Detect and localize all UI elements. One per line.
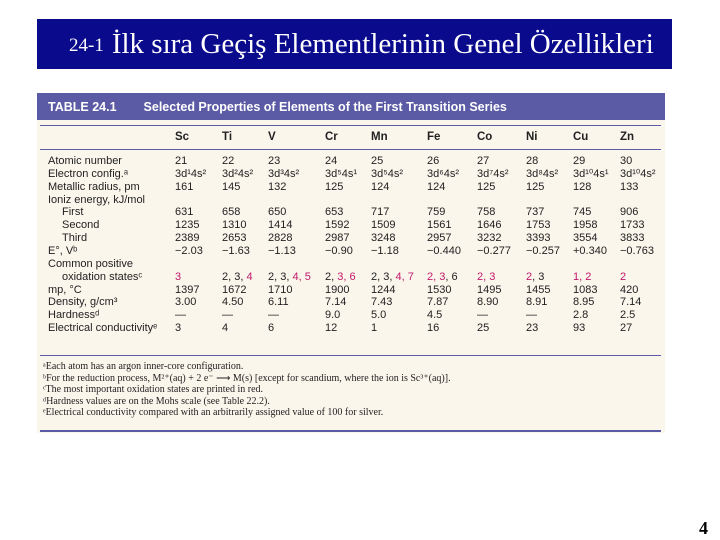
table-cell: 758 bbox=[477, 206, 496, 219]
oxidation-state-cell: 1, 2 bbox=[573, 270, 592, 283]
table-cell: 132 bbox=[268, 180, 287, 193]
table-cell: 29 bbox=[573, 155, 586, 167]
table-cell: 22 bbox=[222, 155, 235, 167]
table-cell: 7.14 bbox=[325, 296, 347, 309]
oxidation-state-cell: 2, 3 bbox=[526, 270, 545, 283]
oxidation-state-cell: 2, 3, 6 bbox=[325, 270, 356, 283]
table-cell: 23 bbox=[526, 322, 539, 335]
table-cell: 3d¹⁰4s² bbox=[620, 167, 656, 180]
table-row bbox=[37, 168, 665, 180]
table-cell: 3d²4s² bbox=[222, 167, 254, 180]
table-cell: 420 bbox=[620, 283, 639, 296]
table-cell: 745 bbox=[573, 206, 592, 219]
table-cell: +0.340 bbox=[573, 244, 607, 257]
table-cell: 8.91 bbox=[526, 296, 548, 309]
table-cell: 6.11 bbox=[268, 296, 289, 309]
oxidation-state-cell: 2, 3, 4, 5 bbox=[268, 270, 311, 283]
table-cell: 161 bbox=[175, 180, 194, 193]
table-cell: 1235 bbox=[175, 219, 200, 232]
row-label: Common positive bbox=[48, 257, 133, 270]
table-cell: 125 bbox=[526, 180, 545, 193]
table-cell: 3d⁸4s² bbox=[526, 167, 559, 180]
column-header-ni: Ni bbox=[526, 131, 538, 143]
table-cell: 2.8 bbox=[573, 309, 589, 322]
table-cell: 3d³4s² bbox=[268, 167, 300, 180]
table-cell: 2389 bbox=[175, 232, 200, 245]
table-cell: 1672 bbox=[222, 283, 247, 296]
column-header-sc: Sc bbox=[175, 131, 190, 143]
table-cell: 3d⁷4s² bbox=[477, 167, 509, 180]
table-cell: 24 bbox=[325, 155, 338, 167]
table-cell: 2828 bbox=[268, 232, 293, 245]
table-cell: 650 bbox=[268, 206, 287, 219]
column-header-ti: Ti bbox=[222, 131, 233, 143]
table-cell: 1397 bbox=[175, 283, 200, 296]
table-row bbox=[37, 296, 665, 308]
oxidation-state-cell: 2 bbox=[620, 270, 627, 283]
table-cell: 26 bbox=[427, 155, 440, 167]
table-cell: — bbox=[268, 309, 279, 322]
column-header-zn: Zn bbox=[620, 131, 635, 143]
column-header-v: V bbox=[268, 131, 276, 143]
table-rule-top bbox=[40, 125, 661, 126]
table-cell: −1.18 bbox=[371, 244, 399, 257]
table-row bbox=[37, 245, 665, 257]
table-cell: −2.03 bbox=[175, 244, 203, 257]
table-cell: −1.63 bbox=[222, 244, 250, 257]
table-cell: 1310 bbox=[222, 219, 247, 232]
table-cell: 133 bbox=[620, 180, 639, 193]
table-cell: 1900 bbox=[325, 283, 350, 296]
table-cell: 93 bbox=[573, 322, 586, 335]
table-cell: 737 bbox=[526, 206, 545, 219]
table-row bbox=[37, 219, 665, 231]
table-cell: 3833 bbox=[620, 232, 645, 245]
table-cell: 124 bbox=[371, 180, 390, 193]
table-rule-end bbox=[40, 430, 661, 432]
table-cell: 25 bbox=[477, 322, 490, 335]
row-label: Second bbox=[62, 219, 100, 232]
row-label: Electron config.ᵃ bbox=[48, 167, 128, 180]
table-cell: 4.5 bbox=[427, 309, 443, 322]
table-cell: 631 bbox=[175, 206, 194, 219]
table-cell: 1561 bbox=[427, 219, 452, 232]
table-cell: 717 bbox=[371, 206, 390, 219]
table-cell: 1 bbox=[371, 322, 378, 335]
table-cell: 1592 bbox=[325, 219, 350, 232]
table-cell: 23 bbox=[268, 155, 281, 167]
table-cell: 1958 bbox=[573, 219, 598, 232]
column-header-cr: Cr bbox=[325, 131, 338, 143]
table-cell: 653 bbox=[325, 206, 344, 219]
table-cell: 1455 bbox=[526, 283, 551, 296]
table-cell: 128 bbox=[573, 180, 592, 193]
footnote: ᵃEach atom has an argon inner-core configuration. bbox=[43, 361, 244, 372]
table-cell: 7.87 bbox=[427, 296, 449, 309]
table-cell: 30 bbox=[620, 155, 633, 167]
table-cell: 1646 bbox=[477, 219, 502, 232]
table-cell: 1710 bbox=[268, 283, 293, 296]
table-cell: 4 bbox=[222, 322, 229, 335]
table-cell: 759 bbox=[427, 206, 446, 219]
table-cell: 145 bbox=[222, 180, 241, 193]
table-cell: 3554 bbox=[573, 232, 598, 245]
table-cell: 4.50 bbox=[222, 296, 244, 309]
table-row bbox=[37, 284, 665, 296]
column-header-co: Co bbox=[477, 131, 493, 143]
table-cell: 28 bbox=[526, 155, 539, 167]
table-cell: 3d⁵4s² bbox=[371, 167, 404, 180]
table-row bbox=[37, 232, 665, 244]
table-cell: 2957 bbox=[427, 232, 452, 245]
table-cell: 2653 bbox=[222, 232, 247, 245]
slide-title: İlk sıra Geçiş Elementlerinin Genel Özellikleri bbox=[111, 27, 654, 60]
table-cell: 3 bbox=[175, 322, 182, 335]
footnote: ᵉElectrical conductivity compared with an arbitrarily assigned value of 100 for silver. bbox=[43, 407, 384, 418]
table-row bbox=[37, 206, 665, 218]
table-cell: — bbox=[222, 309, 233, 322]
table-row bbox=[37, 258, 665, 270]
table-cell: −0.440 bbox=[427, 244, 461, 257]
row-label: mp, °C bbox=[48, 283, 82, 296]
footnote: ᶜThe most important oxidation states are printed in red. bbox=[43, 384, 264, 395]
table-row bbox=[37, 155, 665, 167]
table-cell: — bbox=[175, 309, 186, 322]
table-cell: 21 bbox=[175, 155, 188, 167]
row-label: Atomic number bbox=[48, 155, 122, 167]
table-cell: 8.90 bbox=[477, 296, 499, 309]
row-label: First bbox=[62, 206, 84, 219]
table-cell: 1495 bbox=[477, 283, 502, 296]
table-cell: 125 bbox=[477, 180, 496, 193]
table-row bbox=[37, 194, 665, 206]
row-label: oxidation statesᶜ bbox=[62, 270, 143, 283]
table-row bbox=[37, 309, 665, 321]
table-cell: 1244 bbox=[371, 283, 396, 296]
table-row bbox=[37, 181, 665, 193]
table-cell: 1530 bbox=[427, 283, 452, 296]
table-cell: 2.5 bbox=[620, 309, 636, 322]
table-cell: 1753 bbox=[526, 219, 551, 232]
oxidation-state-cell: 2, 3 bbox=[477, 270, 496, 283]
table-footnotes bbox=[43, 361, 451, 419]
row-label: Density, g/cm³ bbox=[48, 296, 118, 309]
table-number: TABLE 24.1 bbox=[48, 99, 117, 114]
slide-title-number: 24-1 bbox=[69, 35, 104, 56]
table-cell: 658 bbox=[222, 206, 241, 219]
table-cell: 3393 bbox=[526, 232, 551, 245]
table-cell: 7.14 bbox=[620, 296, 642, 309]
table-caption-bar bbox=[37, 93, 665, 120]
row-label: Ioniz energy, kJ/mol bbox=[48, 193, 146, 206]
column-header-mn: Mn bbox=[371, 131, 388, 143]
table-cell: 1509 bbox=[371, 219, 396, 232]
row-label: Third bbox=[62, 232, 88, 245]
table-row bbox=[37, 271, 665, 283]
table-cell: 125 bbox=[325, 180, 344, 193]
table-cell: 1083 bbox=[573, 283, 598, 296]
table-cell: −0.277 bbox=[477, 244, 511, 257]
table-cell: 6 bbox=[268, 322, 275, 335]
column-header-fe: Fe bbox=[427, 131, 441, 143]
table-cell: 124 bbox=[427, 180, 446, 193]
oxidation-state-cell: 2, 3, 6 bbox=[427, 270, 458, 283]
table-cell: −0.763 bbox=[620, 244, 654, 257]
table-cell: 16 bbox=[427, 322, 440, 335]
properties-table bbox=[37, 93, 665, 433]
table-cell: 7.43 bbox=[371, 296, 393, 309]
row-label: Hardnessᵈ bbox=[48, 309, 100, 322]
table-cell: 2987 bbox=[325, 232, 350, 245]
oxidation-state-cell: 2, 3, 4 bbox=[222, 270, 253, 283]
table-cell: 906 bbox=[620, 206, 639, 219]
table-cell: 3d⁵4s¹ bbox=[325, 167, 358, 180]
table-cell: 25 bbox=[371, 155, 384, 167]
table-cell: 5.0 bbox=[371, 309, 387, 322]
column-header-row bbox=[37, 131, 665, 145]
table-cell: — bbox=[477, 309, 488, 322]
table-cell: — bbox=[526, 309, 537, 322]
table-cell: 3d¹4s² bbox=[175, 167, 207, 180]
table-caption: Selected Properties of Elements of the First Transition Series bbox=[143, 99, 507, 114]
slide-title-bar bbox=[37, 19, 672, 69]
table-cell: 3d⁶4s² bbox=[427, 167, 460, 180]
page-number: 4 bbox=[699, 518, 708, 538]
table-rule-bottom bbox=[40, 355, 661, 356]
footnote: ᵈHardness values are on the Mohs scale (see Table 22.2). bbox=[43, 395, 270, 407]
row-label: E°, Vᵇ bbox=[48, 244, 78, 257]
table-cell: 3d¹⁰4s¹ bbox=[573, 167, 609, 180]
table-cell: −0.90 bbox=[325, 244, 353, 257]
table-cell: 27 bbox=[477, 155, 490, 167]
table-cell: −1.13 bbox=[268, 244, 296, 257]
row-label: Electrical conductivityᵉ bbox=[48, 322, 158, 335]
table-cell: 8.95 bbox=[573, 296, 595, 309]
table-rule-header bbox=[40, 149, 661, 150]
table-cell: −0.257 bbox=[526, 244, 560, 257]
footnote: ᵇFor the reduction process, M²⁺(aq) + 2 e⁻ ⟶ M(s) [except for scandium, where the ion is Sc³⁺(aq)]. bbox=[43, 372, 451, 384]
table-cell: 27 bbox=[620, 322, 633, 335]
table-cell: 3232 bbox=[477, 232, 502, 245]
table-cell: 3.00 bbox=[175, 296, 197, 309]
table-cell: 1733 bbox=[620, 219, 645, 232]
table-cell: 3248 bbox=[371, 232, 396, 245]
column-header-cu: Cu bbox=[573, 131, 589, 143]
table-cell: 1414 bbox=[268, 219, 293, 232]
oxidation-state-cell: 2, 3, 4, 7 bbox=[371, 270, 414, 283]
table-cell: 12 bbox=[325, 322, 338, 335]
table-row bbox=[37, 322, 665, 334]
table-cell: 9.0 bbox=[325, 309, 341, 322]
oxidation-state-cell: 3 bbox=[175, 270, 182, 283]
row-label: Metallic radius, pm bbox=[48, 180, 140, 193]
